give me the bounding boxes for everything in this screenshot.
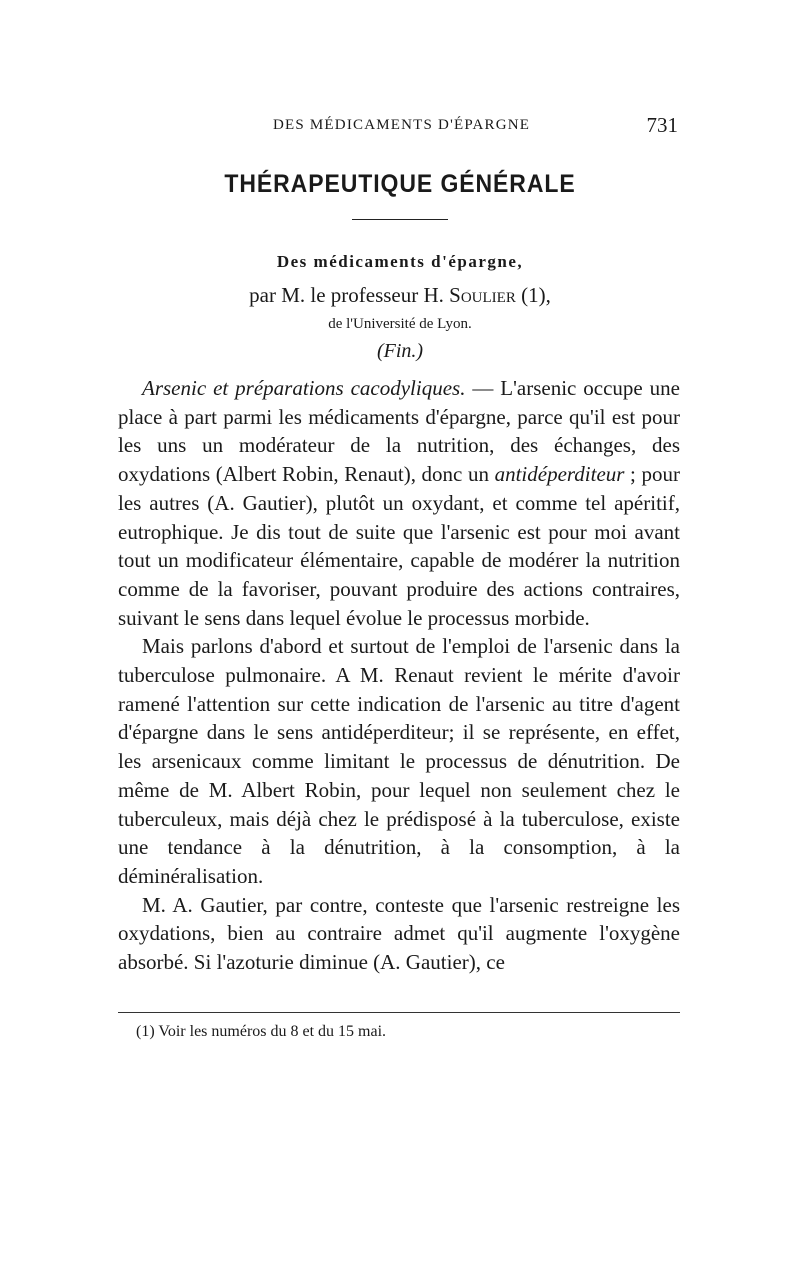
paragraph-1-text-b: ; pour les autres (A. Gautier), plutôt un oxydant, et comme tel apéritif, eutrophique. Je dis tout de suite que l'arsenic est pour moi avant tout un modificateur élémentaire, capable de modérer la nutrition comme de la favoriser, pouvant produire des actions contraires, suivant le sens dans lequel évolue le processus morbide. [118,462,680,630]
byline [0,283,800,308]
paragraph-1-heading: Arsenic et préparations cacodyliques. [142,376,466,400]
byline-footnote-ref: (1), [521,283,551,307]
byline-prefix: par M. le professeur H. [249,283,444,307]
page-number: 731 [646,113,678,137]
article-title: Des médicaments d'épargne, [276,252,524,271]
running-title: DES MÉDICAMENTS D'ÉPARGNE [273,117,531,133]
paragraph-1 [118,374,680,632]
paragraph-1-text-a: — L'arsenic occupe une place à part parmi les médicaments d'épargne, parce qu'il est pour les uns un modérateur de la nutrition, des échanges, des oxydations (Albert Robin, Renaut), donc un [118,376,680,487]
footnote: (1) Voir les numéros du 8 et du 15 mai. [136,1023,387,1040]
paragraph-3: M. A. Gautier, par contre, conteste que l'arsenic restreigne les oxydations, bien au contraire admet qu'il augmente l'oxygène absorbé. Si l'azoturie diminue (A. Gautier), ce [118,892,680,975]
title-divider [352,219,448,220]
continuation-note: (Fin.) [376,340,424,362]
section-title: THÉRAPEUTIQUE GÉNÉRALE [224,170,576,198]
running-head [118,115,678,145]
footnote-divider [118,1012,680,1013]
paragraph-2: Mais parlons d'abord et surtout de l'emploi de l'arsenic dans la tuberculose pulmonaire. A M. Renaut revient le mérite d'avoir ramené l'attention sur cette indication de l'arsenic au titre d'agent d'épargne dans le sens antidéperditeur; il se représente, en effet, les arsenicaux comme limitant le processus de dénutrition. De même de M. Albert Robin, pour lequel non seulement chez le tuberculeux, mais déjà chez le prédisposé à la tuberculose, existe une tendance à la dénutrition, à la consomption, à la déminéralisation. [118,634,680,888]
paragraph-1-term: antidéperditeur [494,462,625,487]
author-affiliation: de l'Université de Lyon. [328,316,472,332]
body-text [118,374,680,977]
author-name: Soulier [449,283,516,307]
